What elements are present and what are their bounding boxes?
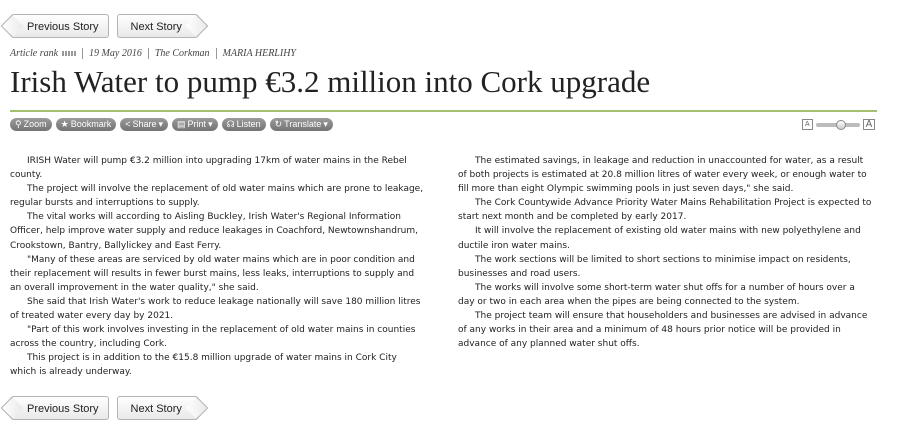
next-story-label: Next Story bbox=[130, 21, 182, 33]
article-paragraph: The estimated savings, in leakage and reduction in unaccounted for water, as a result of both projects is estimated at 20.8 million litres of water every week, or enough water to fill more than eight Olympic swimming pools in just seven days," she said. bbox=[458, 156, 867, 195]
story-nav-bottom bbox=[10, 396, 199, 420]
next-story-button[interactable] bbox=[117, 14, 199, 38]
text-size-control bbox=[802, 119, 875, 130]
print-button[interactable] bbox=[172, 118, 218, 131]
decrease-text-size-button[interactable]: A bbox=[802, 119, 813, 130]
previous-story-label: Previous Story bbox=[27, 21, 99, 33]
meta-divider bbox=[148, 48, 149, 59]
article-paragraph: This project is in addition to the €15.8 million upgrade of water mains in Cork City which is already underway. bbox=[10, 353, 397, 378]
chevron-down-icon: ▾ bbox=[158, 119, 164, 129]
author-name: MARIA HERLIHY bbox=[222, 48, 296, 59]
text-size-slider[interactable] bbox=[816, 123, 860, 127]
article-date: 19 May 2016 bbox=[89, 48, 142, 59]
chevron-down-icon: ▾ bbox=[323, 119, 328, 129]
article-meta bbox=[10, 48, 296, 59]
increase-text-size-button[interactable]: A bbox=[863, 119, 876, 130]
meta-divider bbox=[82, 48, 83, 59]
article-rank-bar bbox=[62, 51, 76, 56]
share-button[interactable] bbox=[120, 118, 168, 131]
zoom-label: Zoom bbox=[23, 119, 47, 129]
article-paragraph: The works will involve some short-term water shut offs for a number of hours over a day or two in each area when the pipes are being connected to the system. bbox=[458, 282, 855, 307]
article-paragraph: The project team will ensure that householders and businesses are advised in advance of any works in their area and a minimum of 48 hours prior notice will be provided in advance of any planned water shut offs. bbox=[458, 311, 868, 350]
article-paragraph: IRISH Water will pump €3.2 million into upgrading 17km of water mains in the Rebel county. bbox=[10, 156, 407, 181]
listen-label: Listen bbox=[236, 119, 261, 129]
print-label: Print bbox=[187, 119, 207, 129]
next-story-button[interactable] bbox=[117, 396, 199, 420]
article-rank-label: Article rank bbox=[10, 48, 59, 59]
story-nav-top bbox=[10, 14, 199, 38]
translate-label: Translate bbox=[284, 119, 322, 129]
star-icon: ★ bbox=[60, 119, 69, 129]
bookmark-label: Bookmark bbox=[70, 119, 112, 129]
previous-story-label: Previous Story bbox=[27, 403, 99, 415]
previous-story-button[interactable] bbox=[10, 14, 109, 38]
article-paragraph: The work sections will be limited to short sections to minimise impact on residents, businesses and road users. bbox=[458, 254, 851, 279]
listen-button[interactable] bbox=[222, 118, 266, 131]
headline: Irish Water to pump €3.2 million into Cork upgrade bbox=[10, 64, 651, 99]
zoom-button[interactable] bbox=[10, 118, 52, 131]
chevron-down-icon: ▾ bbox=[208, 119, 213, 129]
share-icon: < bbox=[125, 119, 131, 129]
article-column-right bbox=[458, 154, 873, 351]
article-paragraph: The project will involve the replacement of old water mains which are prone to leakage, regular bursts and interruptions to supply. bbox=[10, 184, 424, 209]
article-column-left bbox=[10, 154, 425, 380]
next-story-label: Next Story bbox=[130, 403, 182, 415]
article-paragraph: The vital works will according to Aisling Buckley, Irish Water's Regional Information Officer, help improve water supply and reduce leakages in Coachford, Newtownshandrum, Crookstown, Bantry, Ballylickey and East Ferry. bbox=[10, 212, 419, 251]
article-paragraph: It will involve the replacement of existing old water mains with new polyethylene and ductile iron water mains. bbox=[458, 226, 861, 251]
publication-name: The Corkman bbox=[154, 48, 210, 59]
headphones-icon: ☊ bbox=[226, 119, 235, 129]
article-toolbar bbox=[10, 118, 333, 131]
article-paragraph: The Cork Countywide Advance Priority Water Mains Rehabilitation Project is expected to start next month and be completed by early 2017. bbox=[458, 198, 872, 223]
article-paragraph: "Part of this work involves investing in the replacement of old water mains in counties across the country, including Cork. bbox=[10, 325, 416, 350]
article-paragraph: "Many of these areas are serviced by old water mains which are in poor condition and their replacement will results in fewer burst mains, less leaks, interruptions to supply and an overall improvement in the water quality," she said. bbox=[10, 254, 415, 293]
article-paragraph: She said that Irish Water's work to reduce leakage nationally will save 180 million litres of treated water every day by 2021. bbox=[10, 296, 421, 322]
bookmark-button[interactable] bbox=[56, 118, 117, 131]
translate-icon: ↻ bbox=[274, 119, 283, 129]
translate-button[interactable] bbox=[270, 118, 333, 131]
print-icon: ▤ bbox=[177, 119, 186, 129]
meta-divider bbox=[216, 48, 217, 59]
search-icon: ⚲ bbox=[15, 119, 22, 129]
previous-story-button[interactable] bbox=[10, 396, 109, 420]
share-label: Share bbox=[132, 119, 157, 129]
headline-rule bbox=[10, 110, 877, 112]
text-size-slider-handle[interactable] bbox=[836, 120, 846, 130]
